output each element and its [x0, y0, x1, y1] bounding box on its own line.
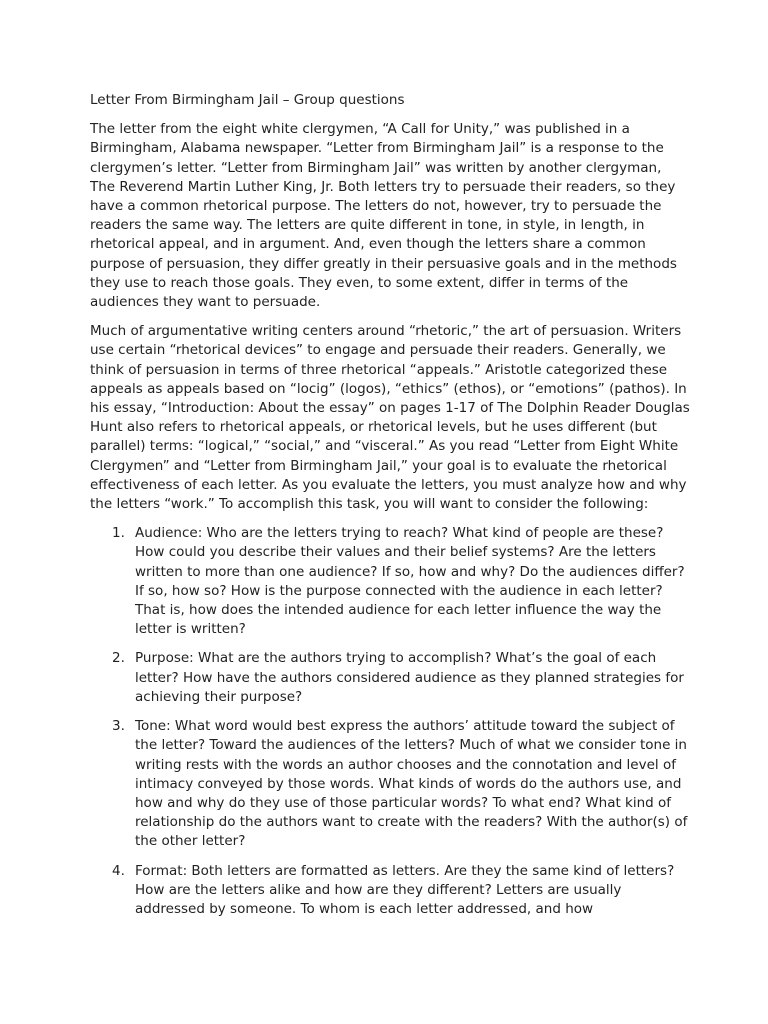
document-body	[90, 91, 690, 929]
question-item-audience	[90, 524, 690, 639]
list-number: 4.	[112, 862, 125, 879]
document-title: Letter From Birmingham Jail – Group questions	[90, 92, 405, 108]
list-number: 3.	[112, 718, 125, 735]
list-number: 2.	[112, 650, 125, 667]
question-item-tone	[90, 717, 690, 851]
question-text: Purpose: What are the authors trying to accomplish? What’s the goal of each letter? How have the authors considered audience as they planned strategies for achieving their purpose?	[135, 650, 684, 705]
intro-paragraph: The letter from the eight white clergymen, “A Call for Unity,” was published in a Birmingham, Alabama newspaper. “Letter from Birmingham Jail” is a response to the clergymen’s letter. “Letter from Birmingham Jail” was written by another clergyman, The Reverend Martin Luther King, Jr. Both letters try to persuade their readers, so they have a common rhetorical purpose. The letters do not, however, try to persuade the readers the same way. The letters are quite different in tone, in style, in length, in rhetorical appeal, and in argument. And, even though the letters share a common purpose of persuasion, they differ greatly in their persuasive goals and in the methods they use to reach those goals. They even, to some extent, differ in terms of the audiences they want to persuade.	[90, 121, 677, 311]
question-list	[90, 524, 690, 919]
question-item-purpose	[90, 649, 690, 707]
list-number: 1.	[112, 525, 125, 542]
question-text: Tone: What word would best express the authors’ attitude toward the subject of the letter? Toward the audiences of the letters? Much of what we consider tone in writing rests with the words an author chooses and the connotation and level of intimacy conveyed by those words. What kinds of words do the authors use, and how and why do they use of those particular words? To what end? What kind of relationship do the authors want to create with the readers? With the author(s) of the other letter?	[135, 718, 688, 850]
question-item-format	[90, 862, 690, 920]
rhetoric-paragraph: Much of argumentative writing centers around “rhetoric,” the art of persuasion. Writers use certain “rhetorical devices” to engage and persuade their readers. Generally, we think of persuasion in terms of three rhetorical “appeals.” Aristotle categorized these appeals as appeals based on “locig” (logos), “ethics” (ethos), or “emotions” (pathos). In his essay, “Introduction: About the essay” on pages 1-17 of The Dolphin Reader Douglas Hunt also refers to rhetorical appeals, or rhetorical levels, but he uses different (but parallel) terms: “logical,” “social,” and “visceral.” As you read “Letter from Eight White Clergymen” and “Letter from Birmingham Jail,” your goal is to evaluate the rhetorical effectiveness of each letter. As you evaluate the letters, you must analyze how and why the letters “work.” To accomplish this task, you will want to consider the following:	[90, 323, 690, 513]
question-text: Audience: Who are the letters trying to reach? What kind of people are these? How could you describe their values and their belief systems? Are the letters written to more than one audience? If so, how and why? Do the audiences differ? If so, how so? How is the purpose connected with the audience in each letter? That is, how does the intended audience for each letter influence the way the letter is written?	[135, 525, 685, 638]
question-text: Format: Both letters are formatted as letters. Are they the same kind of letters? How are the letters alike and how are they different? Letters are usually addressed by someone. To whom is each letter addressed, and how	[135, 862, 675, 917]
